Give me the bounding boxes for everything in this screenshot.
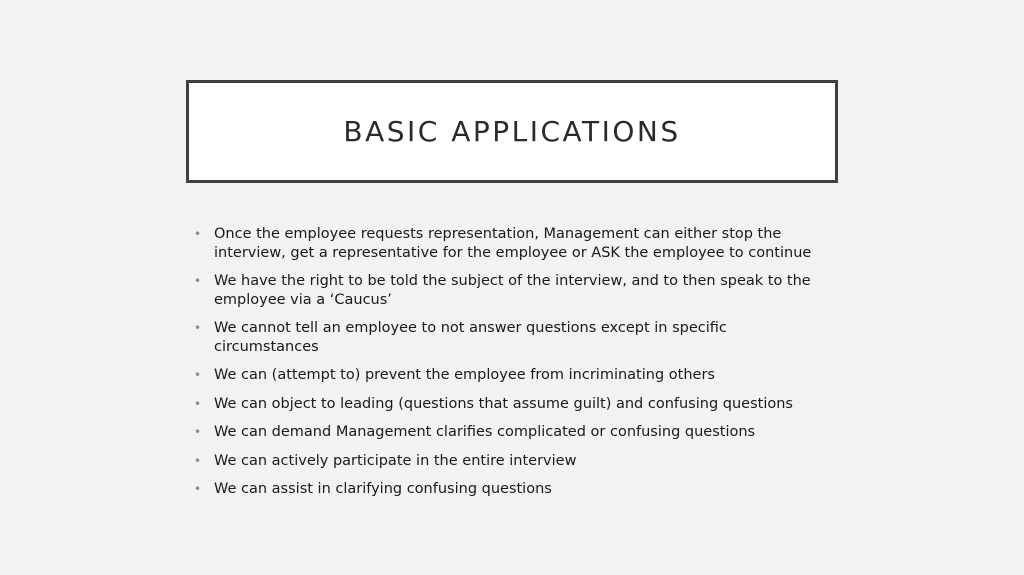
bullet-text: We can object to leading (questions that assume guilt) and confusing questions [214,395,793,412]
bullet-marker: • [194,425,202,439]
bullet-item [194,452,834,471]
bullet-marker: • [194,227,202,241]
bullet-marker: • [194,321,202,335]
bullet-marker: • [194,396,202,411]
slide-title: BASIC APPLICATIONS [343,115,681,148]
bullet-text: We can (attempt to) prevent the employee from incriminating others [214,367,715,383]
bullet-text: We have the right to be told the subject of the interview, and to then speak to the employee via a ‘Caucus’ [214,273,811,308]
bullet-item [194,480,834,499]
bullet-text: We can demand Management clarifies complicated or confusing questions [214,424,756,440]
bullet-item [194,272,834,309]
bullet-text: We cannot tell an employee to not answer questions except in specific circumstances [214,320,727,355]
bullet-marker: • [194,368,202,382]
title-box [186,80,838,183]
bullet-item [194,395,834,414]
bullet-marker: • [194,453,202,468]
bullet-marker: • [194,482,202,496]
bullet-item [194,225,834,262]
bullet-item [194,319,834,356]
bullet-text: We can assist in clarifying confusing questions [214,481,552,497]
bullet-text: We can actively participate in the entire interview [214,452,577,469]
bullet-marker: • [194,274,202,288]
bullet-item [194,423,834,442]
bullet-text: Once the employee requests representation, Management can either stop the interview, get a representative for the employee or ASK the employee to continue [214,226,812,261]
bullet-item [194,366,834,385]
bullet-list [194,225,834,509]
